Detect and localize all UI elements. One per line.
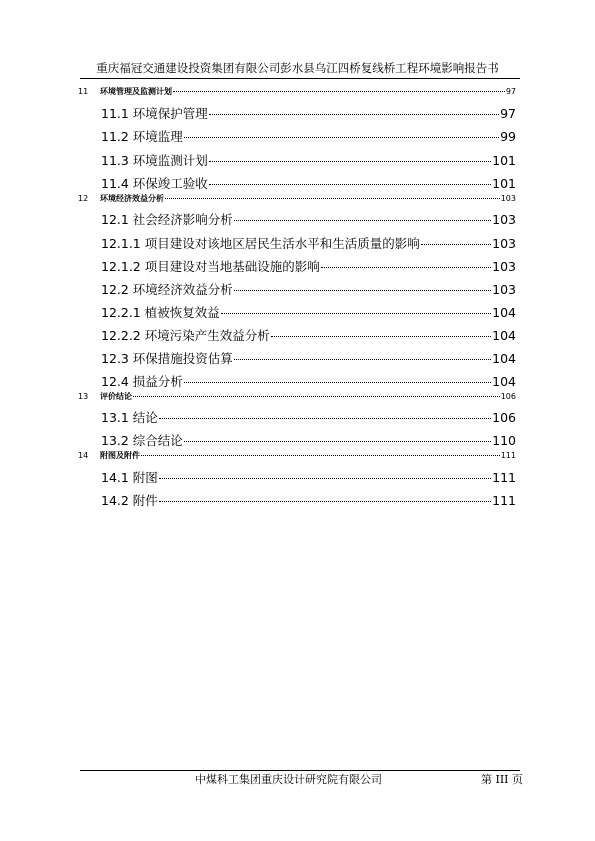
page-number: 104 bbox=[492, 305, 516, 320]
toc-section-row[interactable] bbox=[101, 408, 516, 426]
dot-leader bbox=[221, 313, 491, 314]
dot-leader bbox=[141, 455, 500, 456]
toc-section-row[interactable] bbox=[101, 104, 516, 122]
toc-section-row[interactable] bbox=[101, 326, 516, 344]
footer-company: 中煤科工集团重庆设计研究院有限公司 bbox=[195, 773, 382, 786]
section-title: 12.1.2 项目建设对当地基础设施的影响 bbox=[101, 259, 320, 274]
page-number: 104 bbox=[492, 351, 516, 366]
dot-leader bbox=[234, 290, 491, 291]
section-title: 12.2.1 植被恢复效益 bbox=[101, 305, 220, 320]
section-title: 13.2 综合结论 bbox=[101, 433, 183, 448]
section-title: 11.2 环境监理 bbox=[101, 129, 183, 144]
page-number: 97 bbox=[505, 87, 516, 96]
page-number: 104 bbox=[492, 374, 516, 389]
chapter-number: 11 bbox=[78, 87, 89, 96]
header-divider bbox=[80, 78, 520, 79]
section-title: 12.4 损益分析 bbox=[101, 374, 183, 389]
section-title: 12.3 环保措施投资估算 bbox=[101, 351, 233, 366]
dot-leader bbox=[184, 382, 491, 383]
dot-leader bbox=[234, 220, 491, 221]
page-number: 103 bbox=[500, 194, 516, 203]
chapter-number: 13 bbox=[78, 392, 89, 401]
toc-section-row[interactable] bbox=[101, 234, 516, 252]
dot-leader bbox=[321, 267, 491, 268]
section-title: 12.1 社会经济影响分析 bbox=[101, 212, 233, 227]
dot-leader bbox=[184, 441, 491, 442]
page-number: 104 bbox=[492, 328, 516, 343]
dot-leader bbox=[173, 91, 505, 92]
toc-section-row[interactable] bbox=[101, 151, 516, 169]
toc-section-row[interactable] bbox=[101, 174, 516, 192]
section-title: 12.2 环境经济效益分析 bbox=[101, 282, 233, 297]
toc-chapter-row[interactable] bbox=[78, 193, 516, 204]
section-title: 14.2 附件 bbox=[101, 493, 158, 508]
section-title: 12.1.1 项目建设对该地区居民生活水平和生活质量的影响 bbox=[101, 236, 420, 251]
page-number: 103 bbox=[492, 236, 516, 251]
dot-leader bbox=[159, 501, 491, 502]
dot-leader bbox=[271, 336, 491, 337]
section-title: 13.1 结论 bbox=[101, 410, 158, 425]
toc-section-row[interactable] bbox=[101, 431, 516, 449]
page-number: 110 bbox=[492, 433, 516, 448]
dot-leader bbox=[209, 114, 499, 115]
dot-leader bbox=[209, 184, 491, 185]
section-title: 11.1 环境保护管理 bbox=[101, 106, 208, 121]
page-number: 101 bbox=[492, 176, 516, 191]
dot-leader bbox=[159, 478, 491, 479]
chapter-number: 12 bbox=[78, 194, 89, 203]
page-number: 101 bbox=[492, 153, 516, 168]
toc-section-row[interactable] bbox=[101, 210, 516, 228]
chapter-title: 附图及附件 bbox=[100, 451, 140, 460]
chapter-title: 评价结论 bbox=[100, 392, 132, 401]
dot-leader bbox=[165, 198, 500, 199]
page-number: 111 bbox=[492, 493, 516, 508]
toc-chapter-row[interactable] bbox=[78, 391, 516, 402]
footer-page-number: 第 III 页 bbox=[481, 773, 524, 786]
page-number: 103 bbox=[492, 212, 516, 227]
chapter-number: 14 bbox=[78, 451, 89, 460]
page-number: 106 bbox=[500, 392, 516, 401]
page-header: 重庆福冠交通建设投资集团有限公司彭水县乌江四桥复线桥工程环境影响报告书 bbox=[96, 61, 499, 75]
chapter-title: 环境经济效益分析 bbox=[100, 194, 164, 203]
chapter-title: 环境管理及监测计划 bbox=[100, 87, 172, 96]
section-title: 11.3 环境监测计划 bbox=[101, 153, 208, 168]
toc-section-row[interactable] bbox=[101, 303, 516, 321]
toc-section-row[interactable] bbox=[101, 468, 516, 486]
section-title: 11.4 环保竣工验收 bbox=[101, 176, 208, 191]
toc-section-row[interactable] bbox=[101, 280, 516, 298]
toc-chapter-row[interactable] bbox=[78, 450, 516, 461]
page-number: 103 bbox=[492, 259, 516, 274]
dot-leader bbox=[133, 396, 500, 397]
page-number: 99 bbox=[500, 129, 516, 144]
toc-section-row[interactable] bbox=[101, 257, 516, 275]
page-number: 103 bbox=[492, 282, 516, 297]
dot-leader bbox=[209, 161, 491, 162]
page-number: 97 bbox=[500, 106, 516, 121]
toc-section-row[interactable] bbox=[101, 127, 516, 145]
page-number: 106 bbox=[492, 410, 516, 425]
toc-section-row[interactable] bbox=[101, 349, 516, 367]
dot-leader bbox=[421, 244, 491, 245]
section-title: 12.2.2 环境污染产生效益分析 bbox=[101, 328, 270, 343]
dot-leader bbox=[159, 418, 491, 419]
toc-section-row[interactable] bbox=[101, 372, 516, 390]
toc-section-row[interactable] bbox=[101, 491, 516, 509]
section-title: 14.1 附图 bbox=[101, 470, 158, 485]
toc-chapter-row[interactable] bbox=[78, 86, 516, 97]
dot-leader bbox=[184, 137, 499, 138]
page-number: 111 bbox=[500, 451, 516, 460]
dot-leader bbox=[234, 359, 491, 360]
page-number: 111 bbox=[492, 470, 516, 485]
